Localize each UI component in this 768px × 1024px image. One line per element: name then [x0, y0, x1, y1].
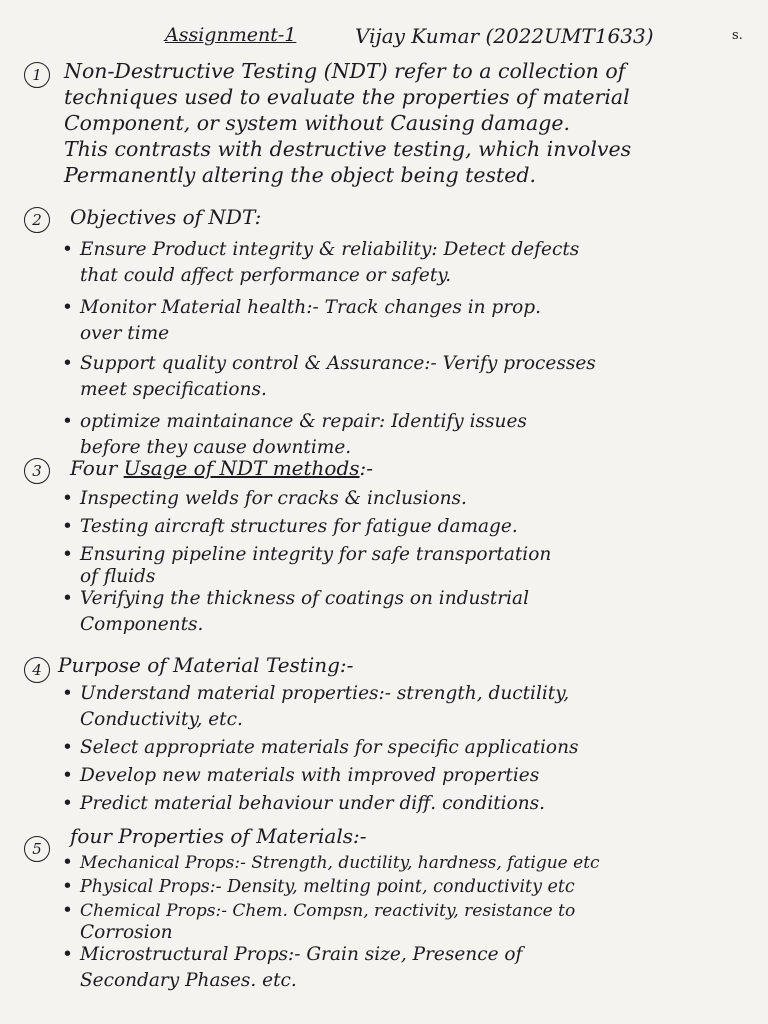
author-name: Vijay Kumar (2022UMT1633): [355, 24, 654, 48]
bullet-list: [60, 237, 760, 461]
list-item: • Ensure Product integrity & reliability: Detect defects that could affect performance or safety.: [60, 237, 760, 289]
paragraph-line: techniques used to evaluate the properties of material: [64, 85, 630, 109]
bullet-line: over time: [80, 323, 170, 344]
bullet-line: Corrosion: [80, 922, 173, 943]
list-item: • Inspecting welds for cracks & inclusions.: [60, 486, 760, 512]
list-item: • Chemical Props:- Chem. Compsn, reactivity, resistance to Corrosion: [60, 898, 760, 942]
list-item: • Testing aircraft structures for fatigue damage.: [60, 514, 760, 540]
section-heading: Purpose of Material Testing:-: [58, 653, 354, 677]
bullet-line: that could affect performance or safety.: [80, 265, 452, 286]
paragraph-line: Component, or system without Causing damage.: [64, 111, 570, 135]
list-item: • Support quality control & Assurance:- Verify processes meet specifications.: [60, 351, 760, 403]
assignment-title: Assignment-1: [165, 24, 297, 46]
bullet-line: meet specifications.: [80, 379, 267, 400]
list-item: • Mechanical Props:- Strength, ductility, hardness, fatigue etc: [60, 850, 760, 876]
corner-mark: s.: [732, 28, 743, 43]
bullet-line: Chemical Props:- Chem. Compsn, reactivity, resistance to: [80, 901, 576, 921]
bullet-line: Understand material properties:- strength, ductility,: [80, 683, 570, 704]
bullet-line: of fluids: [80, 566, 156, 587]
bullet-line: Support quality control & Assurance:- Verify processes: [80, 353, 596, 374]
section-heading: four Properties of Materials:-: [70, 824, 367, 848]
bullet-line: Select appropriate materials for specific applications: [80, 737, 579, 758]
section-paragraph: [64, 58, 754, 188]
bullet-line: Develop new materials with improved properties: [80, 765, 540, 786]
list-item: • Develop new materials with improved properties: [60, 763, 760, 789]
heading-underlined: Usage of NDT methods: [123, 456, 360, 480]
section-heading: [70, 456, 373, 480]
bullet-line: Ensure Product integrity & reliability: Detect defects: [80, 239, 580, 260]
list-item: • Ensuring pipeline integrity for safe transportation of fluids: [60, 542, 760, 586]
bullet-line: Testing aircraft structures for fatigue damage.: [80, 516, 518, 537]
list-item: • Understand material properties:- strength, ductility, Conductivity, etc.: [60, 681, 760, 733]
bullet-line: Components.: [80, 614, 204, 635]
section-number: 3: [24, 458, 50, 484]
list-item: • optimize maintainance & repair: Identify issues before they cause downtime.: [60, 409, 760, 461]
bullet-line: Ensuring pipeline integrity for safe transportation: [80, 544, 552, 565]
list-item: • Verifying the thickness of coatings on industrial Components.: [60, 586, 760, 638]
list-item: • Monitor Material health:- Track changes in prop. over time: [60, 295, 760, 347]
bullet-line: Predict material behaviour under diff. conditions.: [80, 793, 546, 814]
bullet-line: Physical Props:- Density, melting point, conductivity etc: [80, 877, 575, 897]
list-item: • Predict material behaviour under diff. conditions.: [60, 791, 760, 817]
bullet-line: Conductivity, etc.: [80, 709, 243, 730]
bullet-line: Microstructural Props:- Grain size, Presence of: [80, 944, 523, 965]
section-number: 4: [24, 657, 50, 683]
bullet-line: optimize maintainance & repair: Identify issues: [80, 411, 527, 432]
section-number: 1: [24, 62, 50, 88]
heading-text: Four: [70, 456, 124, 480]
paragraph-line: Permanently altering the object being tested.: [64, 163, 537, 187]
section-number: 5: [24, 836, 50, 862]
paragraph-line: Non-Destructive Testing (NDT) refer to a collection of: [64, 59, 626, 83]
page-header: [0, 18, 768, 58]
list-item: • Select appropriate materials for specific applications: [60, 735, 760, 761]
bullet-line: before they cause downtime.: [80, 437, 352, 458]
section-number: 2: [24, 207, 50, 233]
list-item: • Physical Props:- Density, melting point, conductivity etc: [60, 874, 760, 900]
bullet-line: Monitor Material health:- Track changes in prop.: [80, 297, 541, 318]
bullet-list: [60, 681, 760, 817]
bullet-line: Mechanical Props:- Strength, ductility, hardness, fatigue etc: [80, 853, 600, 873]
heading-text: :-: [359, 456, 374, 480]
paragraph-line: This contrasts with destructive testing, which involves: [64, 137, 632, 161]
bullet-line: Secondary Phases. etc.: [80, 970, 297, 991]
bullet-line: Inspecting welds for cracks & inclusions.: [80, 488, 467, 509]
section-heading: Objectives of NDT:: [70, 205, 262, 229]
list-item: • Microstructural Props:- Grain size, Presence of Secondary Phases. etc.: [60, 942, 760, 994]
bullet-line: Verifying the thickness of coatings on industrial: [80, 588, 530, 609]
bullet-list: [60, 486, 760, 638]
bullet-list: [60, 850, 760, 994]
